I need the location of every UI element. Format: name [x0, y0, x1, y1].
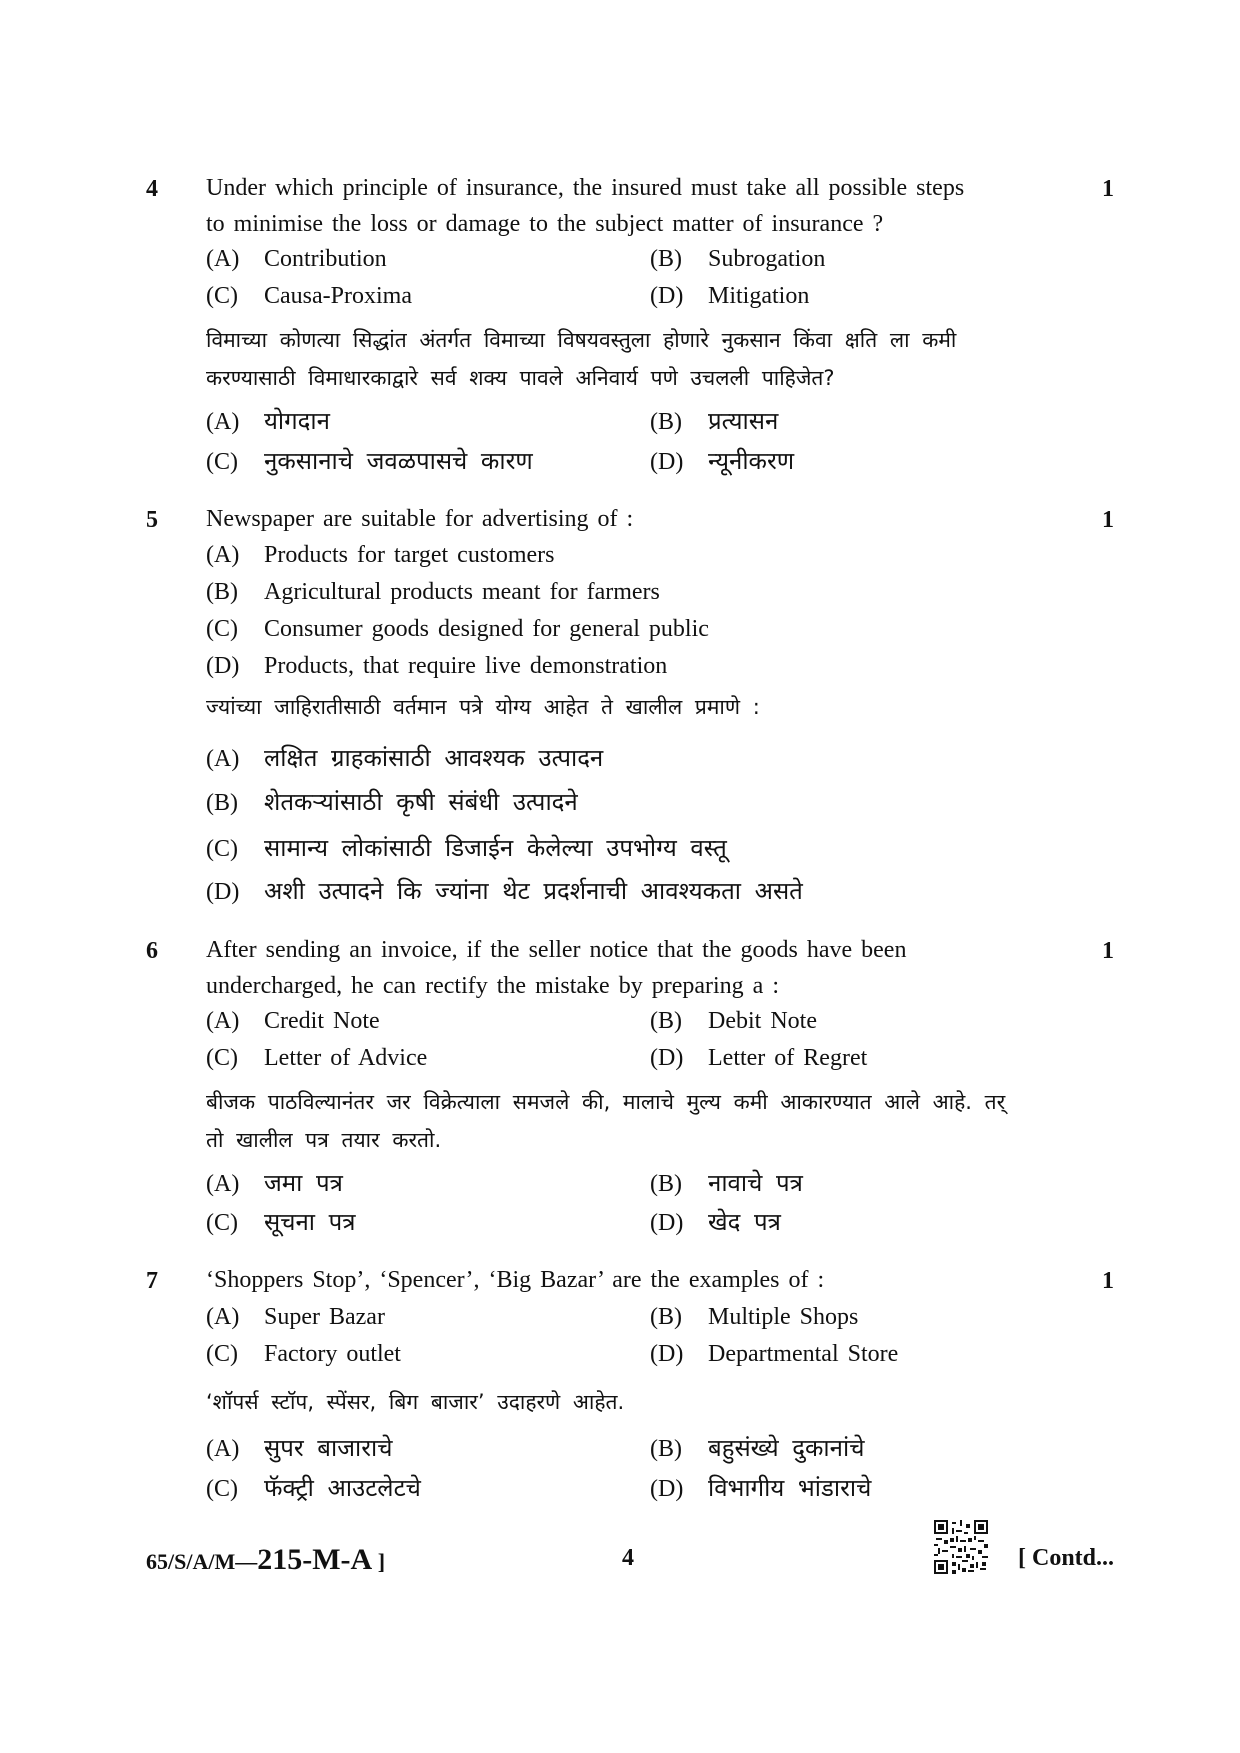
question-text-en: Under which principle of insurance, the insured must take all possible steps: [206, 175, 965, 201]
option-mr: (B) प्रत्यासन: [650, 407, 779, 435]
question-text-en: ‘Shoppers Stop’, ‘Spencer’, ‘Big Bazar’ are the examples of :: [206, 1267, 825, 1293]
option-en: (B) Debit Note: [650, 1008, 817, 1034]
question-text-en: After sending an invoice, if the seller notice that the goods have been: [206, 937, 907, 963]
option-mr: (A) जमा पत्र: [206, 1169, 343, 1197]
option-en: (B) Multiple Shops: [650, 1304, 859, 1330]
option-mr: (B) बहुसंख्ये दुकानांचे: [650, 1434, 865, 1462]
question-number: 6: [146, 938, 158, 964]
question-text-mr: ‘शॉपर्स स्टॉप, स्पेंसर, बिग बाजार’ उदाहरणे आहेत.: [206, 1390, 625, 1414]
option-en: (C) Letter of Advice: [206, 1045, 428, 1071]
question-marks: 1: [1102, 938, 1114, 964]
option-en: (A) Super Bazar: [206, 1304, 385, 1330]
question-text-en: undercharged, he can rectify the mistake by preparing a :: [206, 973, 779, 999]
option-mr: (A) योगदान: [206, 407, 330, 435]
option-mr: (D) अशी उत्पादने कि ज्यांना थेट प्रदर्शनाची आवश्यकता असते: [206, 877, 803, 905]
option-en: (B) Subrogation: [650, 246, 826, 272]
question-number: 7: [146, 1268, 158, 1294]
continued-label: [ Contd...: [1018, 1545, 1115, 1571]
option-en: (A) Credit Note: [206, 1008, 380, 1034]
option-en: (A) Products for target customers: [206, 542, 555, 568]
question-text-mr: करण्यासाठी विमाधारकाद्वारे सर्व शक्य पावले अनिवार्य पणे उचलली पाहिजेत?: [206, 366, 835, 390]
option-en: (C) Consumer goods designed for general public: [206, 616, 709, 642]
question-text-mr: विमाच्या कोणत्या सिद्धांत अंतर्गत विमाच्या विषयवस्तुला होणारे नुकसान किंवा क्षति ला कमी: [206, 328, 957, 352]
option-en: (D) Products, that require live demonstration: [206, 653, 668, 679]
question-text-mr: तो खालील पत्र तयार करतो.: [206, 1128, 442, 1152]
option-mr: (A) सुपर बाजाराचे: [206, 1434, 393, 1462]
option-en: (C) Factory outlet: [206, 1341, 401, 1367]
page-number: 4: [622, 1545, 634, 1571]
option-mr: (D) विभागीय भांडाराचे: [650, 1474, 872, 1502]
question-text-mr: बीजक पाठविल्यानंतर जर विक्रेत्याला समजले की, मालाचे मुल्य कमी आकारण्यात आले आहे. तर्: [206, 1090, 1006, 1114]
option-en: (C) Causa-Proxima: [206, 283, 412, 309]
question-marks: 1: [1102, 176, 1114, 202]
option-en: (D) Letter of Regret: [650, 1045, 868, 1071]
question-marks: 1: [1102, 1268, 1114, 1294]
option-mr: (D) खेद पत्र: [650, 1208, 781, 1236]
option-mr: (D) न्यूनीकरण: [650, 447, 795, 475]
question-number: 5: [146, 507, 158, 533]
option-en: (D) Departmental Store: [650, 1341, 899, 1367]
option-en: (A) Contribution: [206, 246, 387, 272]
option-mr: (C) सूचना पत्र: [206, 1208, 356, 1236]
qr-code-icon: [934, 1520, 988, 1574]
option-mr: (B) नावाचे पत्र: [650, 1169, 803, 1197]
question-marks: 1: [1102, 507, 1114, 533]
option-mr: (C) फॅक्ट्री आउटलेटचे: [206, 1474, 421, 1502]
option-mr: (A) लक्षित ग्राहकांसाठी आवश्यक उत्पादन: [206, 744, 604, 772]
question-text-en: to minimise the loss or damage to the subject matter of insurance ?: [206, 211, 884, 237]
question-text-mr: ज्यांच्या जाहिरातीसाठी वर्तमान पत्रे योग्य आहेत ते खालील प्रमाणे :: [206, 695, 760, 719]
question-text-en: Newspaper are suitable for advertising of :: [206, 506, 634, 532]
option-en: (B) Agricultural products meant for farmers: [206, 579, 660, 605]
paper-code: 65/S/A/M—215-M-A ]: [146, 1543, 386, 1576]
option-mr: (B) शेतकऱ्यांसाठी कृषी संबंधी उत्पादने: [206, 788, 578, 816]
option-en: (D) Mitigation: [650, 283, 810, 309]
option-mr: (C) नुकसानाचे जवळपासचे कारण: [206, 447, 533, 475]
question-number: 4: [146, 176, 158, 202]
option-mr: (C) सामान्य लोकांसाठी डिजाईन केलेल्या उपभोग्य वस्तू: [206, 834, 727, 862]
